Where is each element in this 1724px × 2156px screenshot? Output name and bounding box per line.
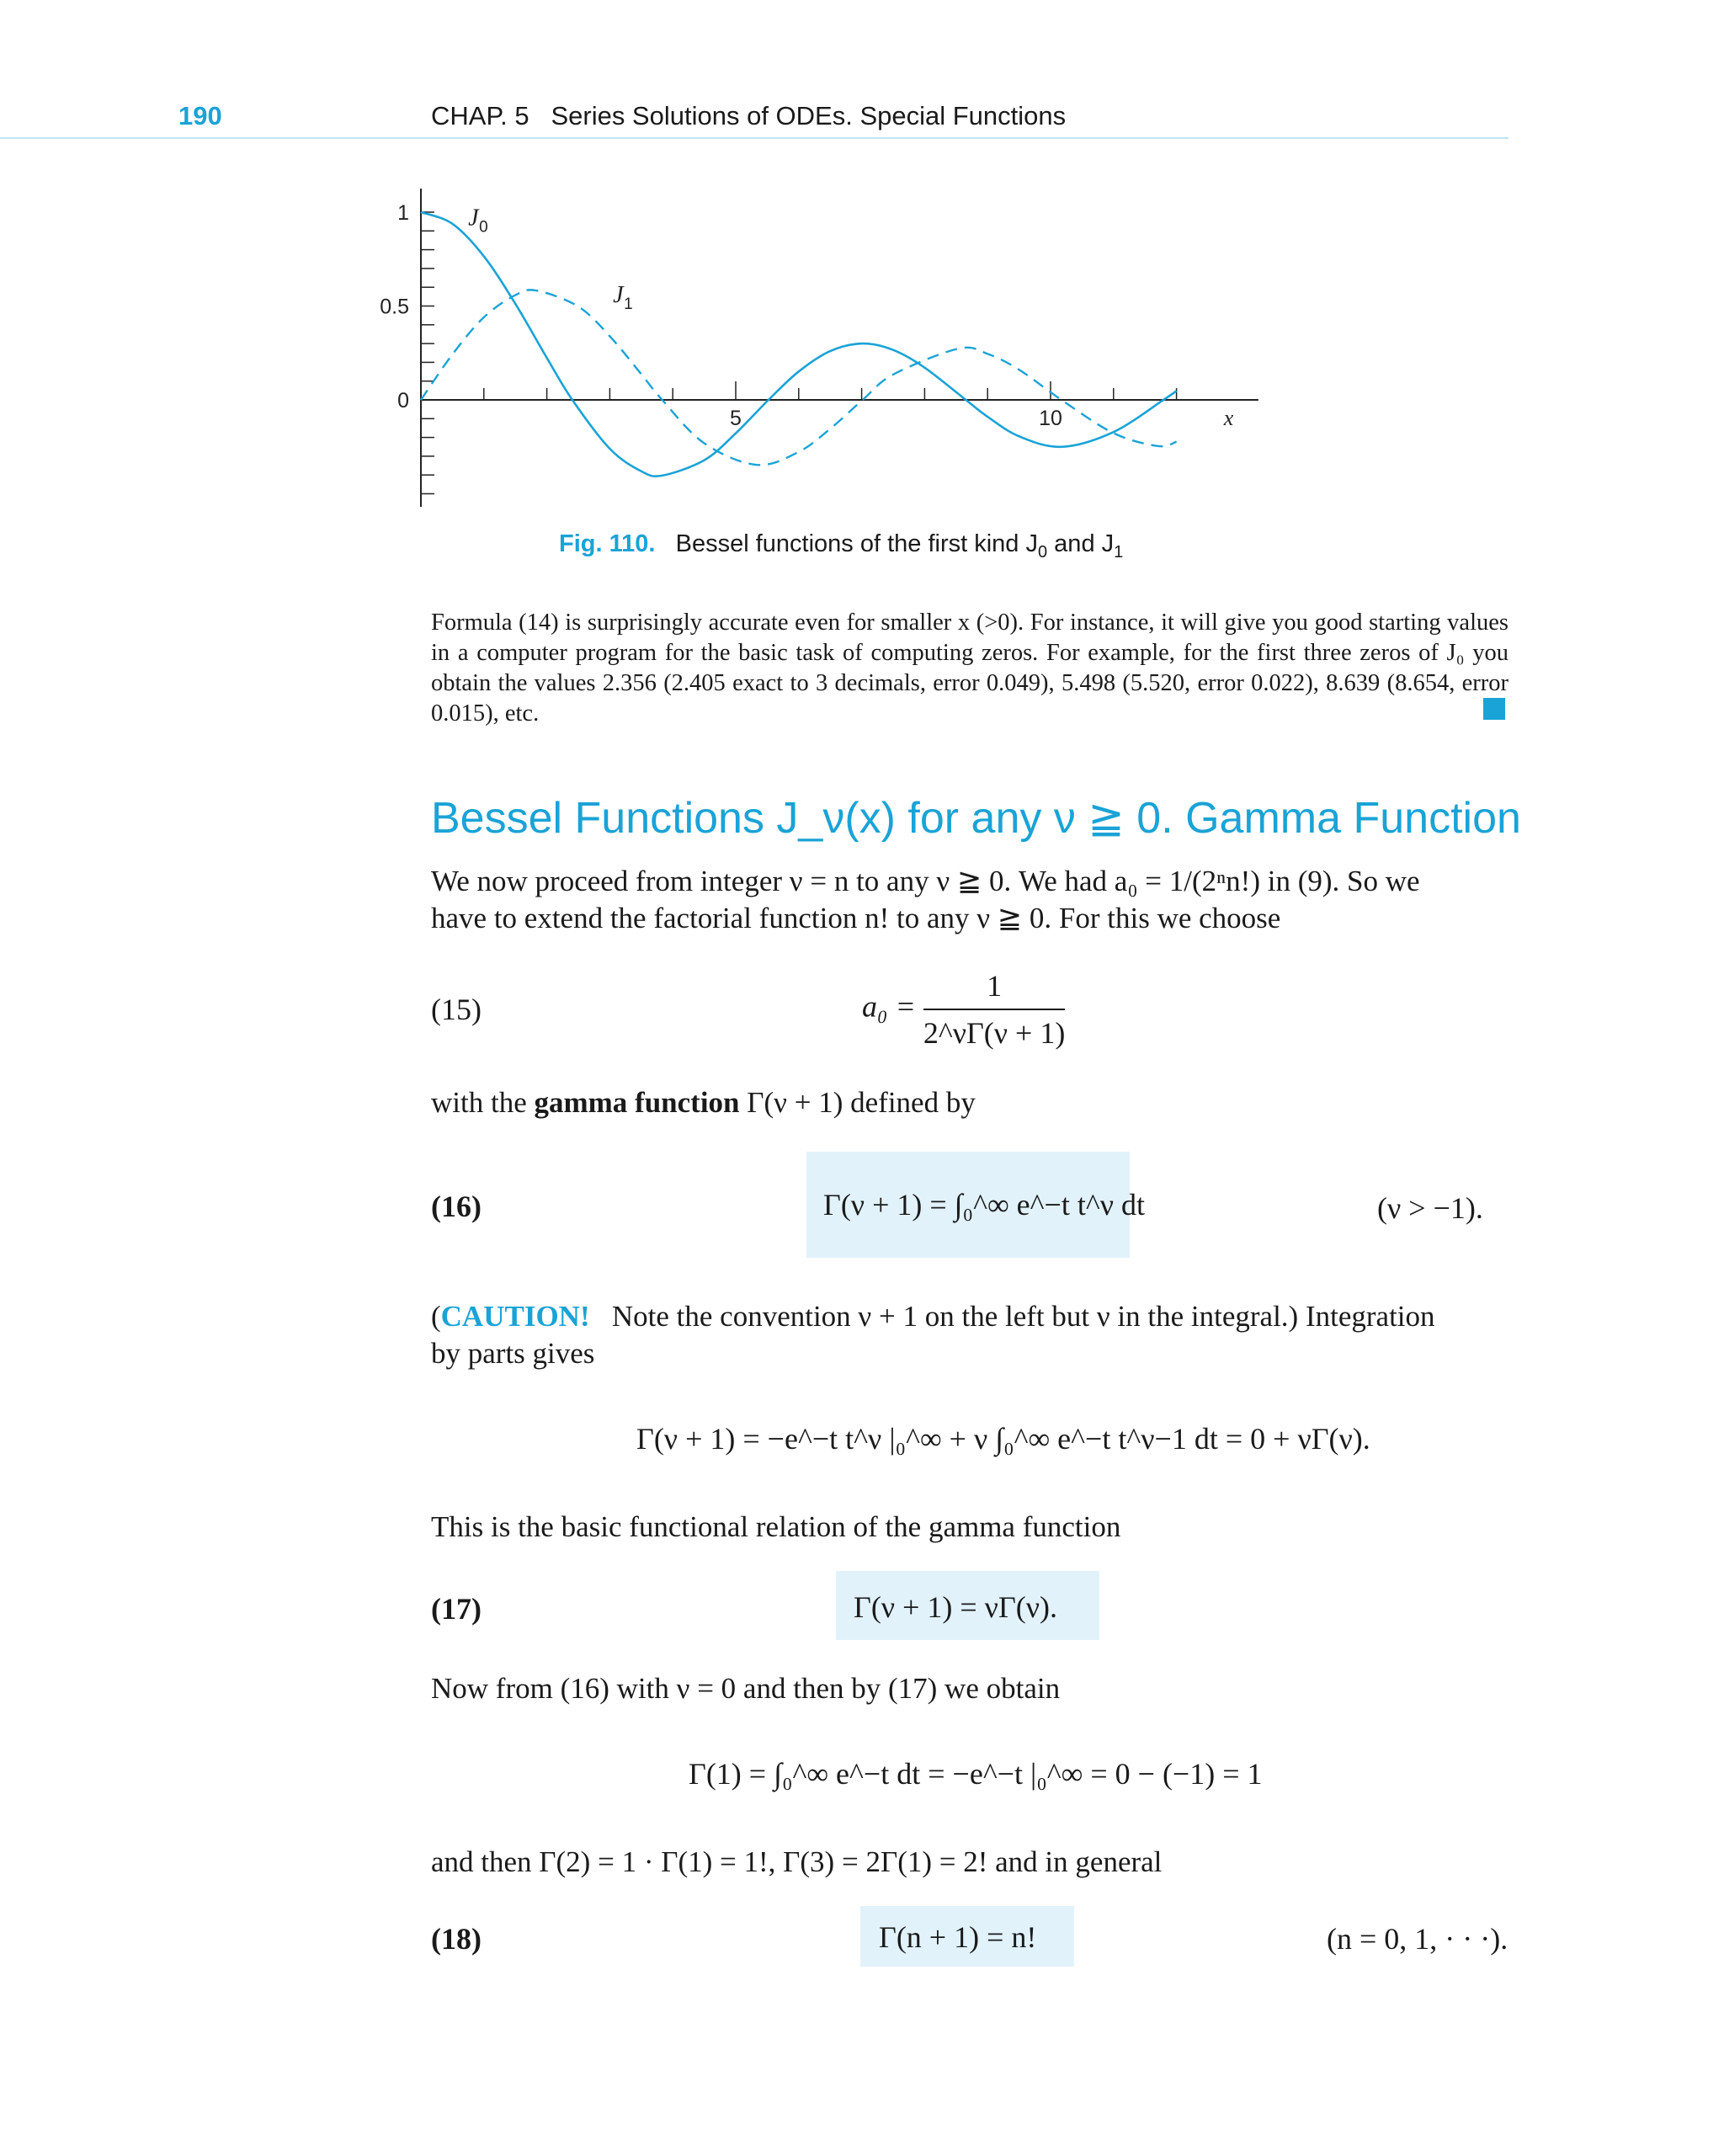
- series-j0-label-sub: 0: [479, 218, 488, 237]
- y-tick-label: 0.5: [380, 295, 409, 319]
- series-j1-line: [421, 290, 1177, 465]
- eq15-label: (15): [431, 993, 482, 1026]
- chart-labels: [380, 201, 1233, 430]
- caution-line1: Note the convention ν + 1 on the left but ν in the integral.) Integration: [611, 1300, 1435, 1333]
- caption-and: and J: [1047, 530, 1115, 557]
- caution-paren: (: [431, 1300, 441, 1333]
- chapter-title: Series Solutions of ODEs. Special Functions: [551, 101, 1067, 130]
- y-tick-label: 0: [397, 389, 409, 413]
- eq16: Γ(ν + 1) = ∫₀^∞ e^−t t^ν dt: [823, 1188, 1145, 1222]
- caution-line2: by parts gives: [431, 1337, 595, 1370]
- caption-sub-1: 1: [1114, 542, 1124, 562]
- eq-integration-by-parts: Γ(ν + 1) = −e^−t t^ν |₀^∞ + ν ∫₀^∞ e^−t t^ν−1 dt = 0 + νΓ(ν).: [636, 1422, 1370, 1456]
- eq15: [862, 968, 1065, 1051]
- page-number: 190: [178, 101, 222, 130]
- paragraph-and-then: and then Γ(2) = 1 · Γ(1) = 1!, Γ(3) = 2Γ(1) = 2! and in general: [431, 1845, 1163, 1878]
- eq18: Γ(n + 1) = n!: [879, 1920, 1037, 1954]
- paragraph-now-from-16: Now from (16) with ν = 0 and then by (17) we obtain: [431, 1672, 1061, 1705]
- term-gamma-function: gamma function: [534, 1086, 740, 1119]
- end-of-example-mark: [1483, 698, 1505, 720]
- eq15-numerator: 1: [923, 968, 1066, 1010]
- para3-pre: with the: [431, 1086, 535, 1119]
- figure-caption-text: Bessel functions of the first kind J: [675, 530, 1038, 557]
- running-head: [431, 101, 1066, 131]
- eq17: Γ(ν + 1) = νΓ(ν).: [854, 1590, 1058, 1624]
- eq-gamma-one: Γ(1) = ∫₀^∞ e^−t dt = −e^−t |₀^∞ = 0 − (−1) = 1: [689, 1757, 1263, 1791]
- eq15-lhs: a₀ =: [862, 989, 916, 1024]
- series-j1-label-sub: 1: [624, 295, 633, 314]
- section-title: Bessel Functions J_ν(x) for any ν ≧ 0. Gamma Function: [431, 794, 1521, 843]
- eq15-fraction: [923, 968, 1066, 1051]
- header-rule: [0, 137, 1508, 139]
- para3-post: Γ(ν + 1) defined by: [739, 1086, 976, 1119]
- series-j0-line: [421, 212, 1177, 476]
- x-axis-label: x: [1223, 406, 1234, 430]
- y-tick-label: 1: [397, 201, 409, 225]
- figure-label: Fig. 110.: [559, 530, 656, 557]
- bessel-chart: [370, 177, 1347, 522]
- chart-curves: [421, 212, 1177, 476]
- paragraph-extend-factorial: [431, 863, 1508, 937]
- x-tick-label: 10: [1039, 407, 1062, 430]
- eq15-denominator: 2^νΓ(ν + 1): [923, 1016, 1066, 1050]
- paragraph-functional-relation: This is the basic functional relation of the gamma function: [431, 1510, 1121, 1543]
- eq18-label: (18): [431, 1922, 482, 1956]
- series-j0-label: J: [468, 205, 479, 232]
- para2-line1: We now proceed from integer ν = n to any ν ≧ 0. We had a₀ = 1/(2ⁿn!) in (9). So we: [431, 865, 1420, 897]
- series-j1-label: J: [613, 282, 624, 309]
- eq17-label: (17): [431, 1592, 482, 1626]
- caption-sub-0: 0: [1038, 542, 1048, 562]
- paragraph-formula-14: Formula (14) is surprisingly accurate even for smaller x (>0). For instance, it will give you good starting values in a computer program for the basic task of computing zeros. For example, for the first three zeros of J₀ you obtain the values 2.356 (2.405 exact to 3 decimals, error 0.049), 5.498 (5.520, error 0.022), 8.639 (8.654, error 0.015), etc.: [431, 610, 1508, 727]
- figure-caption: [559, 530, 1123, 562]
- eq18-condition: (n = 0, 1, · · ·).: [1327, 1922, 1508, 1956]
- paragraph-caution: [431, 1298, 1508, 1372]
- caution-label: CAUTION!: [440, 1300, 590, 1333]
- eq16-label: (16): [431, 1190, 482, 1223]
- para2-line2: have to extend the factorial function n! to any ν ≧ 0. For this we choose: [431, 902, 1281, 934]
- chapter-number: CHAP. 5: [431, 101, 529, 130]
- paragraph-gamma-defined: [431, 1084, 1508, 1121]
- x-tick-label: 5: [730, 407, 742, 430]
- eq16-condition: (ν > −1).: [1377, 1191, 1483, 1225]
